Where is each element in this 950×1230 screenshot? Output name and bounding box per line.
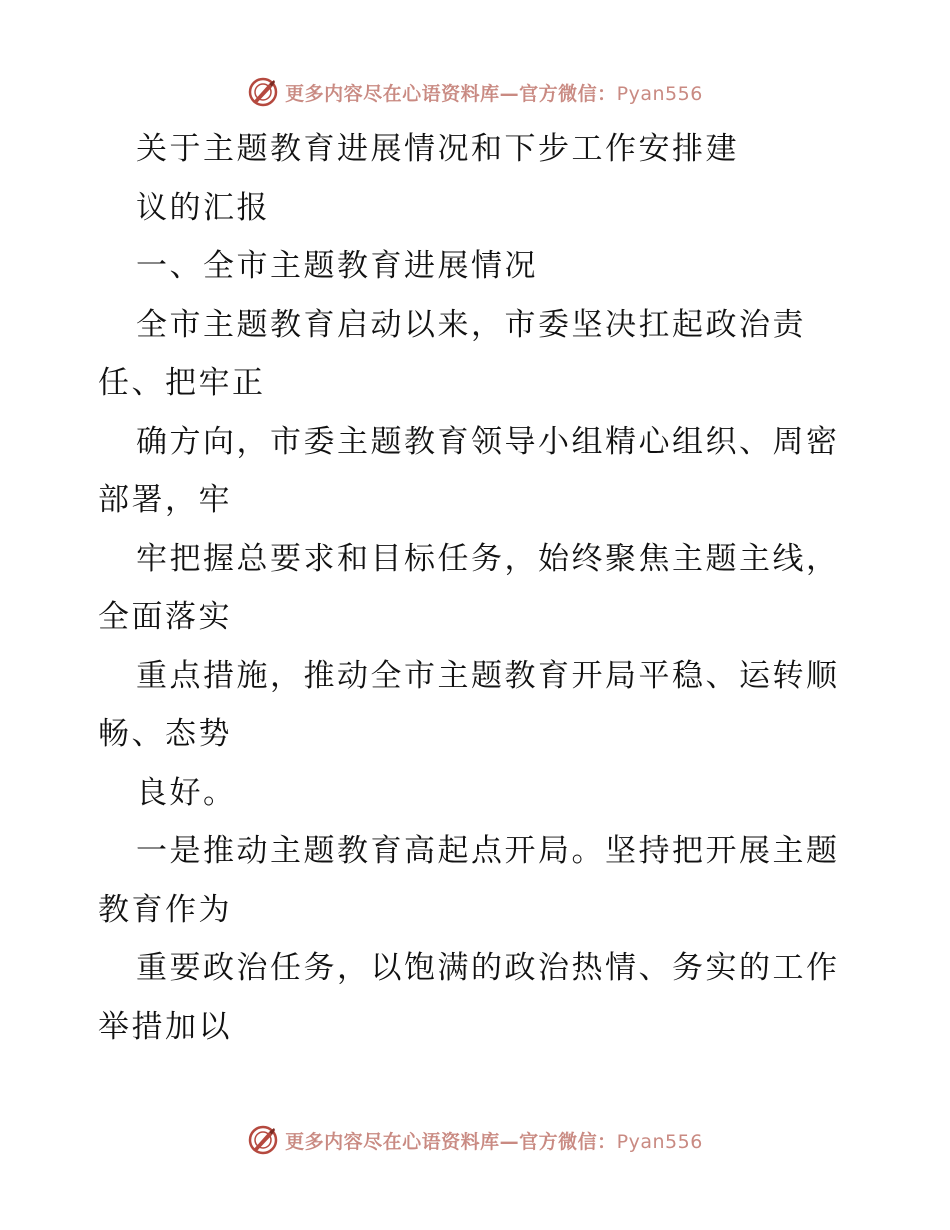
watermark-wechat-id: Pyan556 xyxy=(616,1130,703,1153)
paragraph-line: 牢把握总要求和目标任务，始终聚焦主题主线， xyxy=(136,540,840,577)
watermark-text: 更多内容尽在心语资料库—官方微信：Pyan556 xyxy=(285,1130,703,1153)
paragraph-line: 一是推动主题教育高起点开局。坚持把开展主题 xyxy=(136,833,840,869)
watermark-wechat-id: Pyan556 xyxy=(616,82,703,105)
document-body xyxy=(98,120,858,1056)
paragraph-line: 确方向，市委主题教育领导小组精心组织、周密 xyxy=(136,423,840,460)
title-line-1: 关于主题教育进展情况和下步工作安排建 xyxy=(136,131,739,167)
paragraph-line: 重点措施，推动全市主题教育开局平稳、运转顺 xyxy=(136,657,840,694)
quill-logo-icon xyxy=(247,76,279,108)
section-heading: 一、全市主题教育进展情况 xyxy=(136,248,538,284)
header-watermark xyxy=(0,72,950,112)
footer-watermark xyxy=(0,1120,950,1160)
quill-logo-icon xyxy=(247,1124,279,1156)
paragraph-line: 举措加以 xyxy=(98,1008,232,1045)
paragraph-line: 重要政治任务，以饱满的政治热情、务实的工作 xyxy=(136,950,840,986)
paragraph-line: 任、把牢正 xyxy=(98,365,266,401)
paragraph-line: 畅、态势 xyxy=(98,716,232,752)
paragraph-line: 良好。 xyxy=(136,774,237,811)
paragraph-line: 教育作为 xyxy=(98,891,232,928)
title-line-2: 议的汇报 xyxy=(136,189,270,226)
paragraph-line: 全市主题教育启动以来，市委坚决扛起政治责 xyxy=(136,306,806,343)
paragraph-line: 全面落实 xyxy=(98,599,232,635)
paragraph-line: 部署，牢 xyxy=(98,482,232,518)
watermark-text: 更多内容尽在心语资料库—官方微信：Pyan556 xyxy=(285,82,703,105)
